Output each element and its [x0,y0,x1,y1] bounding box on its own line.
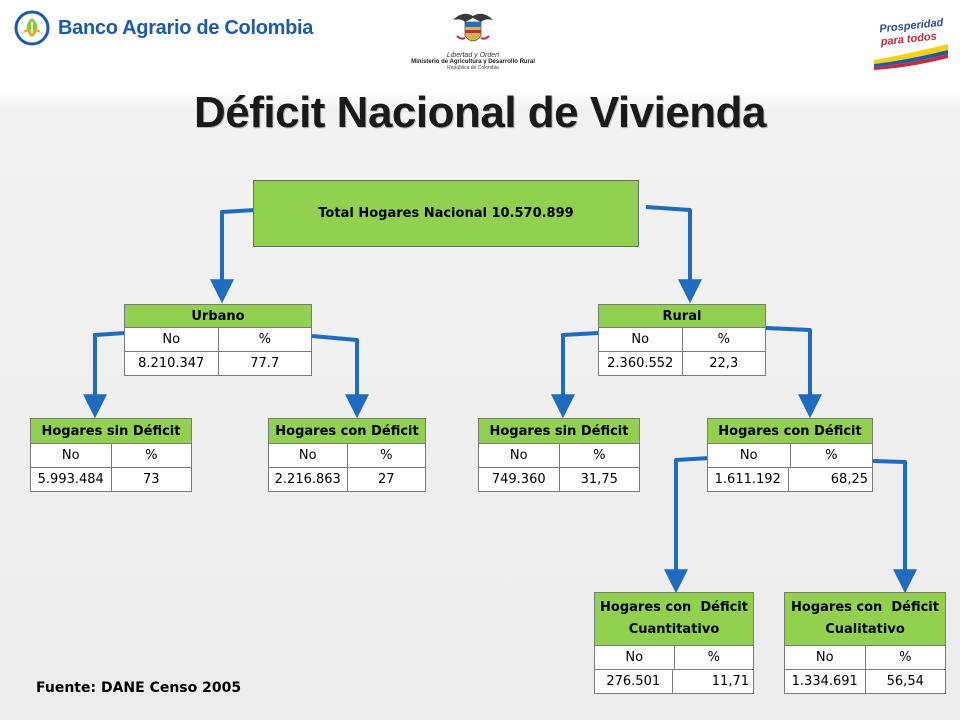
rural-no: 2.360.552 [598,352,683,376]
qualitative-no: 1.334.691 [784,670,866,694]
qualitative-deficit-title [784,592,946,646]
col-no: No [478,444,560,468]
urban-deficit-title: Hogares con Déficit [268,418,426,444]
slogan-line1: Prosperidad [878,16,944,36]
bank-logo-icon [14,10,50,46]
quantitative-no: 276.501 [594,670,673,694]
arrow-rural-con [766,328,810,407]
source-note: Fuente: DANE Censo 2005 [36,680,242,696]
urban-deficit-header-row [268,444,426,468]
quantitative-title-line2: Cuantitativo [628,622,720,637]
total-households-box [253,180,639,247]
urbano-no: 8.210.347 [124,352,219,376]
arrow-urbano-sin [95,333,125,407]
quantitative-header-row [594,646,754,670]
rural-header-row [598,328,766,352]
col-pct: % [219,328,313,352]
rural-deficit-no: 1.611.192 [707,468,789,492]
bank-logo [14,10,313,46]
arrow-con-cualitativo [872,461,905,582]
qualitative-title-line1: Hogares con Déficit [791,600,939,615]
col-no: No [30,444,112,468]
urban-deficit-value-row [268,468,426,492]
col-pct: % [348,444,427,468]
quantitative-deficit-title [594,592,754,646]
rural-deficit-value-row [707,468,873,492]
arrow-total-rural [646,207,690,292]
qualitative-deficit-box [784,592,946,694]
rural-title: Rural [598,304,766,328]
rural-value-row [598,352,766,376]
rural-box [598,304,766,376]
col-no: No [594,646,675,670]
urban-no-deficit-header-row [30,444,192,468]
coat-of-arms [398,6,548,71]
rural-deficit-pct: 68,25 [789,468,874,492]
qualitative-value-row [784,670,946,694]
crest-motto: Libertad y Orden [446,52,500,59]
col-pct: % [791,444,874,468]
urban-no-deficit-no: 5.993.484 [30,468,112,492]
urbano-header-row [124,328,312,352]
rural-pct: 22,3 [683,352,767,376]
rural-deficit-title: Hogares con Déficit [707,418,873,444]
rural-no-deficit-pct: 31,75 [560,468,641,492]
urban-deficit-pct: 27 [348,468,427,492]
col-no: No [598,328,683,352]
rural-no-deficit-value-row [478,468,640,492]
urban-no-deficit-title: Hogares sin Déficit [30,418,192,444]
urbano-pct: 77.7 [219,352,313,376]
condor-crest-icon [449,6,497,50]
qualitative-header-row [784,646,946,670]
qualitative-pct: 56,54 [866,670,947,694]
bank-name: Banco Agrario de Colombia [58,16,314,39]
col-no: No [784,646,866,670]
col-pct: % [683,328,767,352]
col-pct: % [112,444,193,468]
urbano-box [124,304,312,376]
country-name: República de Colombia [447,65,499,71]
col-pct: % [560,444,641,468]
total-label: Total Hogares Nacional 10.570.899 [318,206,574,221]
rural-no-deficit-header-row [478,444,640,468]
col-no: No [268,444,348,468]
urban-deficit-box [268,418,426,492]
urban-no-deficit-box [30,418,192,492]
quantitative-deficit-box [594,592,754,694]
col-no: No [124,328,219,352]
slogan-line2: para todos [880,30,938,49]
urban-deficit-no: 2.216.863 [268,468,348,492]
arrow-con-cuantitativo [676,458,710,582]
col-pct: % [675,646,755,670]
qualitative-title-line2: Cualitativo [825,622,905,637]
page-title: Déficit Nacional de Vivienda [193,88,767,137]
urban-no-deficit-value-row [30,468,192,492]
rural-no-deficit-box [478,418,640,492]
ministry-name: Ministerio de Agricultura y Desarrollo Rural [411,59,535,65]
quantitative-value-row [594,670,754,694]
rural-no-deficit-no: 749.360 [478,468,560,492]
col-no: No [707,444,791,468]
quantitative-pct: 11,71 [673,670,755,694]
rural-deficit-box [707,418,873,492]
arrow-urbano-con [312,336,357,407]
quantitative-title-line1: Hogares con Déficit [600,600,748,615]
urbano-value-row [124,352,312,376]
urbano-title: Urbano [124,304,312,328]
prosperity-logo [868,14,952,70]
col-pct: % [866,646,947,670]
arrow-rural-sin [563,333,598,407]
arrow-total-urbano [222,210,255,292]
rural-deficit-header-row [707,444,873,468]
urban-no-deficit-pct: 73 [112,468,193,492]
rural-no-deficit-title: Hogares sin Déficit [478,418,640,444]
